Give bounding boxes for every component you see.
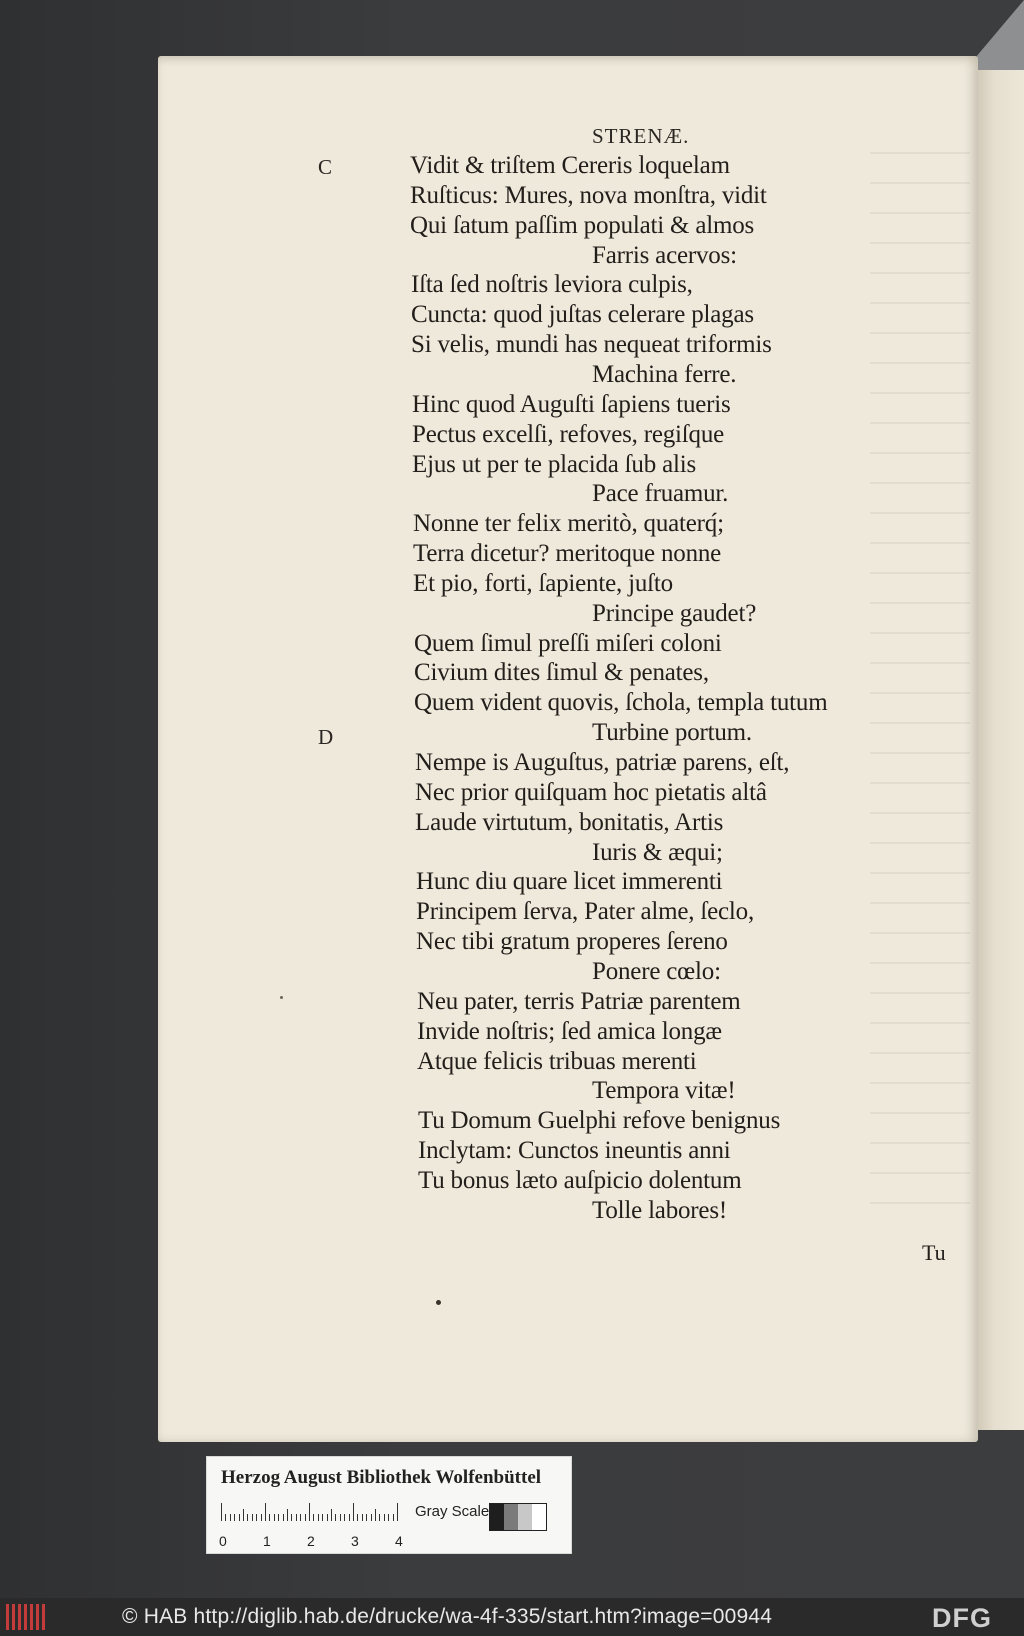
color-scale-card	[206, 1456, 572, 1554]
ruler-tick	[274, 1514, 275, 1521]
ink-spot	[436, 1300, 441, 1305]
verse-line: Nonne ter felix meritò, quaterq́;	[413, 510, 724, 538]
gray-swatch	[490, 1504, 504, 1530]
ruler-tick	[221, 1503, 222, 1521]
ruler-tick	[305, 1514, 306, 1521]
ruler-tick	[309, 1503, 310, 1521]
verse-line: Civium dites ſimul & penates,	[414, 659, 709, 687]
verse-line: Nec prior quiſquam hoc pietatis altâ	[415, 778, 767, 806]
ruler-tick	[313, 1514, 314, 1521]
verse-line: Hunc diu quare licet immerenti	[416, 868, 723, 896]
ink-spot	[280, 996, 283, 999]
ruler-tick	[278, 1514, 279, 1521]
running-head: STRENÆ.	[592, 124, 690, 148]
ruler-tick	[265, 1503, 266, 1521]
ruler	[221, 1503, 397, 1521]
ruler-tick	[261, 1514, 262, 1521]
verse-line: Neu pater, terris Patriæ parentem	[417, 987, 741, 1015]
ruler-tick	[366, 1514, 367, 1521]
catchword: Tu	[922, 1240, 946, 1265]
gray-scale-label: Gray Scale	[415, 1503, 490, 1520]
ruler-tick	[230, 1514, 231, 1521]
verse-line: Atque felicis tribuas merenti	[417, 1047, 697, 1075]
gray-swatch	[518, 1504, 532, 1530]
dfg-logo: DFG	[932, 1603, 992, 1633]
ruler-number: 2	[307, 1533, 315, 1549]
ruler-tick	[243, 1509, 244, 1521]
verse-line: Ponere cœlo:	[592, 957, 721, 985]
gray-scale-swatches	[489, 1503, 547, 1531]
ruler-tick	[269, 1514, 270, 1521]
verse-line: Machina ferre.	[592, 360, 737, 388]
verse-line: Iſta ſed noſtris leviora culpis,	[411, 271, 693, 299]
ruler-tick	[234, 1514, 235, 1521]
ruler-tick	[393, 1514, 394, 1521]
verse-line: Iuris & æqui;	[592, 838, 723, 866]
ruler-tick	[357, 1514, 358, 1521]
ruler-number: 0	[219, 1533, 227, 1549]
ruler-tick	[225, 1514, 226, 1521]
verse-line: Et pio, forti, ſapiente, juſto	[413, 569, 673, 597]
ruler-tick	[283, 1514, 284, 1521]
verse-line: Ruſticus: Mures, nova monſtra, vidit	[410, 181, 767, 209]
ruler-tick	[349, 1514, 350, 1521]
verse-line: Inclytam: Cunctos ineuntis anni	[418, 1137, 731, 1165]
verse-line: Cuncta: quod juſtas celerare plagas	[411, 301, 754, 329]
ruler-tick	[300, 1514, 301, 1521]
verse-line: Si velis, mundi has nequeat triformis	[411, 331, 772, 359]
ruler-tick	[362, 1514, 363, 1521]
verse-line: Tu Domum Guelphi refove benignus	[418, 1107, 781, 1135]
verse-line: Farris acervos:	[592, 241, 737, 269]
gray-swatch	[532, 1504, 546, 1530]
library-name: Herzog August Bibliothek Wolfenbüttel	[221, 1467, 542, 1488]
verse-line: Tempora vitæ!	[592, 1077, 736, 1105]
ruler-tick	[318, 1514, 319, 1521]
verse-line: Pace fruamur.	[592, 480, 729, 508]
verse-line: Qui ſatum paſſim populati & almos	[410, 211, 755, 239]
ruler-tick	[296, 1514, 297, 1521]
verse-line: Hinc quod Auguſti ſapiens tueris	[412, 390, 731, 418]
ruler-tick	[331, 1509, 332, 1521]
ruler-tick	[327, 1514, 328, 1521]
verse-line: Nempe is Auguſtus, patriæ parens, eſt,	[415, 749, 790, 776]
ruler-tick	[397, 1503, 398, 1521]
ruler-tick	[340, 1514, 341, 1521]
verse-line: Principem ſerva, Pater alme, ſeclo,	[416, 898, 755, 926]
verse-line: Tu bonus læto auſpicio dolentum	[418, 1166, 742, 1194]
ruler-tick	[256, 1514, 257, 1521]
verse-line: Ejus ut per te placida ſub alis	[412, 450, 696, 478]
ruler-number: 3	[351, 1533, 359, 1549]
ruler-tick	[252, 1514, 253, 1521]
verse-line: Quem vident quovis, ſchola, templa tutum	[414, 689, 828, 717]
verse-line: Terra dicetur? meritoque nonne	[413, 540, 722, 568]
verse-line: Nec tibi gratum properes ſereno	[416, 928, 728, 956]
margin-letter-c: C	[318, 155, 333, 179]
ruler-tick	[371, 1514, 372, 1521]
hab-logo-icon	[6, 1604, 46, 1630]
ruler-number: 4	[395, 1533, 403, 1549]
ruler-tick	[353, 1503, 354, 1521]
verse-line: Tolle labores!	[592, 1196, 727, 1224]
verse-line: Laude virtutum, bonitatis, Artis	[415, 808, 724, 836]
ruler-tick	[384, 1514, 385, 1521]
ruler-tick	[344, 1514, 345, 1521]
ruler-tick	[287, 1509, 288, 1521]
ruler-tick	[335, 1514, 336, 1521]
ruler-tick	[291, 1514, 292, 1521]
ruler-tick	[322, 1514, 323, 1521]
verse-line: Vidit & triſtem Cereris loquelam	[410, 152, 730, 179]
verse-line: Invide noſtris; ſed amica longæ	[417, 1017, 722, 1045]
verse-line: Quem ſimul preſſi miſeri coloni	[414, 629, 722, 657]
margin-letter-d: D	[318, 725, 334, 749]
ruler-tick	[239, 1514, 240, 1521]
verse-line: Turbine portum.	[592, 719, 752, 747]
gray-swatch	[504, 1504, 518, 1530]
footer-bar	[0, 1598, 1024, 1636]
ruler-tick	[388, 1514, 389, 1521]
ruler-tick	[379, 1514, 380, 1521]
ruler-tick	[247, 1514, 248, 1521]
ruler-tick	[375, 1509, 376, 1521]
verse-line: Pectus excelſi, refoves, regiſque	[412, 420, 725, 448]
verse-line: Principe gaudet?	[592, 599, 757, 627]
footer-url-text[interactable]: © HAB http://diglib.hab.de/drucke/wa-4f-335/start.htm?image=00944	[122, 1605, 773, 1628]
ruler-number: 1	[263, 1533, 271, 1549]
